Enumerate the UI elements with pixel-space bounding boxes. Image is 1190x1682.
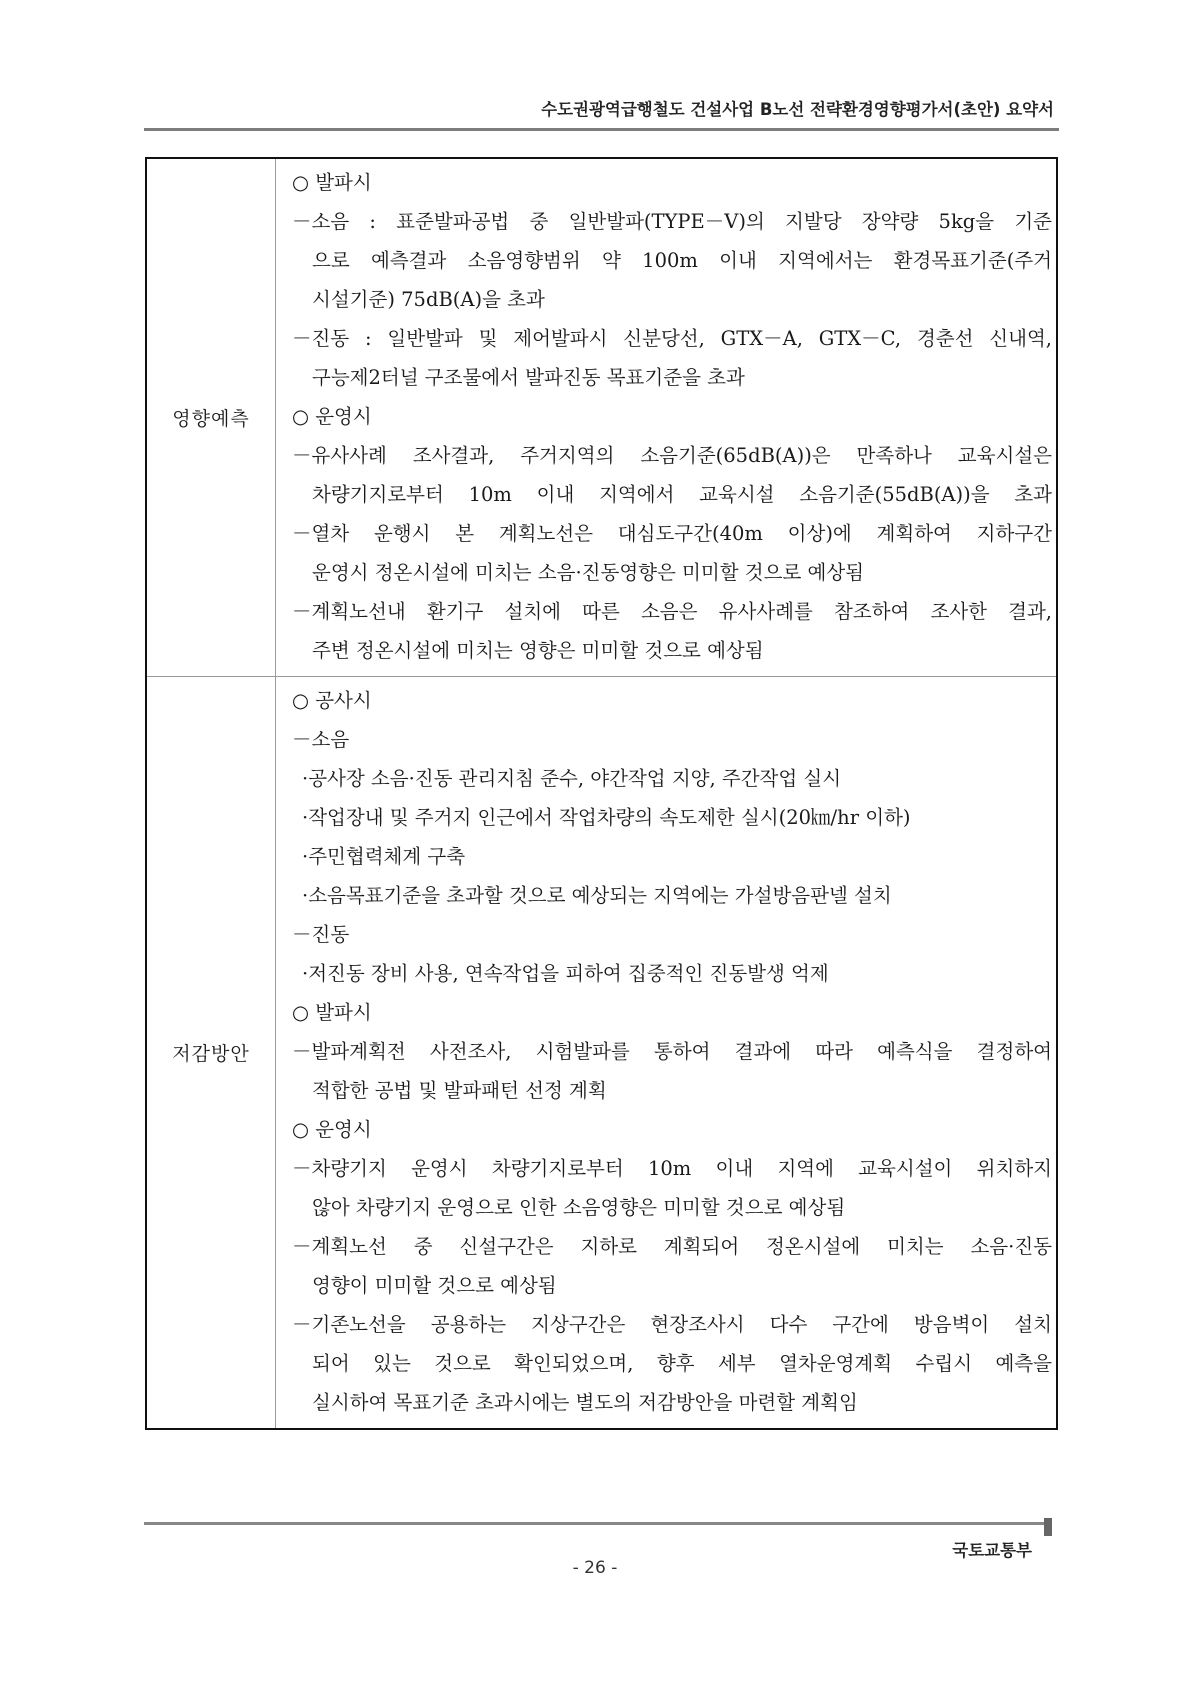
content-line: －소음 [292, 728, 350, 751]
content-line: 차량기지로부터 10m 이내 지역에서 교육시설 소음기준(55dB(A))을 초과 [312, 483, 1052, 506]
footer-organization: 국토교통부 [952, 1541, 1032, 1560]
content-line: 으로 예측결과 소음영향범위 약 100m 이내 지역에서는 환경목표기준(주거 [312, 249, 1052, 272]
summary-table [145, 157, 1058, 1430]
content-line: ·주민협력체계 구축 [302, 845, 466, 868]
content-line: 실시하여 목표기준 초과시에는 별도의 저감방안을 마련할 계획임 [312, 1391, 858, 1414]
content-line: 되어 있는 것으로 확인되었으며, 향후 세부 열차운영계획 수립시 예측을 [312, 1352, 1052, 1375]
content-line: ·작업장내 및 주거지 인근에서 작업차량의 속도제한 실시(20㎞/hr 이하) [302, 806, 911, 829]
content-line: －열차 운행시 본 계획노선은 대심도구간(40m 이상)에 계획하여 지하구간 [292, 522, 1052, 545]
content-line: ○ 발파시 [292, 171, 372, 194]
content-line: 시설기준) 75dB(A)을 초과 [312, 288, 545, 311]
content-line: ○ 운영시 [292, 405, 372, 428]
row-category-label: 저감방안 [146, 677, 276, 1430]
table-row [146, 677, 1057, 1430]
content-line: ○ 공사시 [292, 689, 372, 712]
content-line: －유사사례 조사결과, 주거지역의 소음기준(65dB(A))은 만족하나 교육시설은 [292, 444, 1052, 467]
content-line: ○ 운영시 [292, 1118, 372, 1141]
content-line: ·소음목표기준을 초과할 것으로 예상되는 지역에는 가설방음판넬 설치 [302, 884, 892, 907]
header-divider [144, 128, 1059, 131]
content-line: 운영시 정온시설에 미치는 소음·진동영향은 미미할 것으로 예상됨 [312, 561, 864, 584]
content-line: 영향이 미미할 것으로 예상됨 [312, 1274, 557, 1297]
content-line: ·공사장 소음·진동 관리지침 준수, 야간작업 지양, 주간작업 실시 [302, 767, 842, 790]
footer-accent-bar [1044, 1518, 1052, 1536]
content-line: 주변 정온시설에 미치는 영향은 미미할 것으로 예상됨 [312, 639, 764, 662]
row-category-label: 영향예측 [146, 158, 276, 677]
content-line: ○ 발파시 [292, 1001, 372, 1024]
content-line: －진동 : 일반발파 및 제어발파시 신분당선, GTX－A, GTX－C, 경춘선 신내역, [292, 327, 1052, 350]
row-content [276, 158, 1058, 677]
page-number: - 26 - [572, 1558, 618, 1578]
row-content [276, 677, 1058, 1430]
footer-divider [144, 1522, 1044, 1525]
content-line: －계획노선 중 신설구간은 지하로 계획되어 정온시설에 미치는 소음·진동 [292, 1235, 1052, 1258]
content-line: －진동 [292, 923, 350, 946]
content-line: 않아 차량기지 운영으로 인한 소음영향은 미미할 것으로 예상됨 [312, 1196, 846, 1219]
document-header-title: 수도권광역급행철도 건설사업 B노선 전략환경영향평가서(초안) 요약서 [541, 100, 1054, 119]
content-line: －차량기지 운영시 차량기지로부터 10m 이내 지역에 교육시설이 위치하지 [292, 1157, 1052, 1180]
content-line: ·저진동 장비 사용, 연속작업을 피하여 집중적인 진동발생 억제 [302, 962, 829, 985]
content-line: －발파계획전 사전조사, 시험발파를 통하여 결과에 따라 예측식을 결정하여 [292, 1040, 1052, 1063]
content-line: －소음 : 표준발파공법 중 일반발파(TYPE－V)의 지발당 장약량 5kg을 기준 [292, 210, 1052, 233]
content-line: 구능제2터널 구조물에서 발파진동 목표기준을 초과 [312, 366, 745, 389]
content-line: －계획노선내 환기구 설치에 따른 소음은 유사사례를 참조하여 조사한 결과, [292, 600, 1052, 623]
table-row [146, 158, 1057, 677]
content-line: 적합한 공법 및 발파패턴 선정 계획 [312, 1079, 607, 1102]
content-line: －기존노선을 공용하는 지상구간은 현장조사시 다수 구간에 방음벽이 설치 [292, 1313, 1052, 1336]
